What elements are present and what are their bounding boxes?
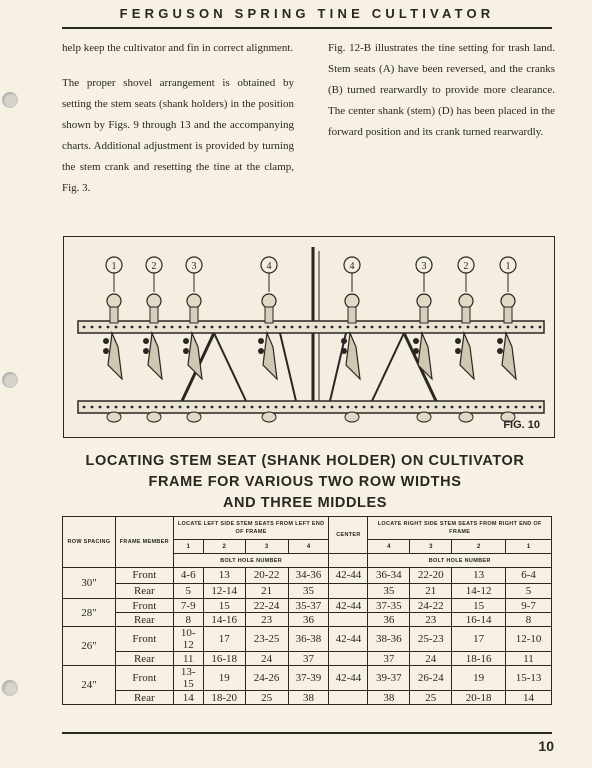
frame-bolt-hole [459, 326, 462, 329]
frame-bolt-hole [515, 326, 518, 329]
frame-bolt-hole [419, 406, 422, 409]
bolt-hole-cell: 42-44 [329, 568, 368, 584]
right-hole-col: 3 [410, 540, 452, 554]
page-header: FERGUSON SPRING TINE CULTIVATOR [119, 6, 495, 21]
frame-bolt-hole [203, 326, 206, 329]
frame-bolt-hole [195, 326, 198, 329]
bolt-hole-cell: 18-20 [203, 691, 245, 705]
frame-bolt-hole [243, 326, 246, 329]
frame-bolt-hole [131, 406, 134, 409]
table-title-line-1: LOCATING STEM SEAT (SHANK HOLDER) ON CULTIVATOR [85, 453, 525, 469]
left-hole-col: 4 [288, 540, 329, 554]
frame-bolt-hole [435, 406, 438, 409]
bolt-hole-cell [329, 613, 368, 627]
frame-bolt-hole [99, 406, 102, 409]
frame-bolt-hole [403, 406, 406, 409]
bolt-hole-cell: 25-23 [410, 627, 452, 652]
frame-bolt-hole [259, 326, 262, 329]
frame-member-cell: Front [115, 568, 173, 584]
bolt-hole-cell: 38-36 [368, 627, 410, 652]
table-title-line-2: FRAME FOR VARIOUS TWO ROW WIDTHS [148, 474, 462, 490]
bolt-hole-cell [329, 691, 368, 705]
frame-bolt-hole [179, 326, 182, 329]
frame-bolt-hole [363, 406, 366, 409]
frame-bolt-hole [251, 326, 254, 329]
table-row [63, 666, 552, 691]
frame-bolt-hole [331, 406, 334, 409]
callout-number: 2 [463, 261, 469, 272]
frame-bolt-hole [315, 326, 318, 329]
left-side-header: LOCATE LEFT SIDE STEM SEATS FROM LEFT END OF FRAME [173, 517, 329, 540]
frame-bolt-hole [435, 326, 438, 329]
frame-bolt-hole [147, 406, 150, 409]
bolt-hole-cell: 13 [452, 568, 506, 584]
frame-bolt-hole [403, 326, 406, 329]
bolt-hole-cell: 21 [410, 583, 452, 599]
frame-bolt-hole [491, 326, 494, 329]
frame-bolt-hole [379, 326, 382, 329]
frame-member-header: FRAME MEMBER [115, 517, 173, 568]
frame-bolt-hole [211, 326, 214, 329]
bolt-hole-cell: 16-14 [452, 613, 506, 627]
frame-bolt-hole [235, 406, 238, 409]
frame-bolt-hole [363, 326, 366, 329]
frame-bolt-hole [395, 326, 398, 329]
stem-assembly [183, 257, 202, 422]
bolt-hole-cell: 14 [506, 691, 552, 705]
frame-bolt-hole [331, 326, 334, 329]
frame-bolt-hole [107, 326, 110, 329]
binder-hole-middle [2, 372, 18, 388]
callout-number: 1 [111, 261, 117, 272]
frame-bolt-hole [139, 406, 142, 409]
bolt-hole-cell: 14-12 [452, 583, 506, 599]
table-row [63, 568, 552, 584]
bolt-hole-cell: 6-4 [506, 568, 552, 584]
bolt-hole-cell: 8 [173, 613, 203, 627]
frame-bolt-hole [411, 326, 414, 329]
frame-member-cell: Front [115, 627, 173, 652]
frame-bolt-hole [539, 326, 542, 329]
stem-assembly [143, 257, 162, 422]
stem-assembly [413, 257, 432, 422]
frame-bolt-hole [291, 326, 294, 329]
frame-bolt-hole [451, 406, 454, 409]
bolt-hole-cell: 5 [173, 583, 203, 599]
frame-bolt-hole [179, 406, 182, 409]
table-row [63, 652, 552, 666]
frame-bolt-hole [339, 326, 342, 329]
frame-member-cell: Front [115, 666, 173, 691]
callout-number: 1 [505, 261, 511, 272]
frame-bolt-hole [411, 406, 414, 409]
frame-bolt-hole [483, 406, 486, 409]
bolt-hole-cell: 38 [368, 691, 410, 705]
bolt-hole-cell: 36 [368, 613, 410, 627]
bolt-hole-cell: 26-24 [410, 666, 452, 691]
table-row [63, 583, 552, 599]
stem-assembly [497, 257, 516, 422]
frame-bolt-hole [155, 406, 158, 409]
frame-bolt-hole [387, 406, 390, 409]
frame-bolt-hole [299, 326, 302, 329]
frame-bolt-hole [267, 326, 270, 329]
frame-bolt-hole [395, 406, 398, 409]
stem-assembly [455, 257, 474, 422]
bolt-hole-cell: 10-12 [173, 627, 203, 652]
frame-bolt-hole [299, 406, 302, 409]
right-column [328, 38, 555, 157]
frame-bolt-hole [347, 406, 350, 409]
bolt-hole-cell: 19 [452, 666, 506, 691]
bolt-hole-cell: 5 [506, 583, 552, 599]
right-side-header: LOCATE RIGHT SIDE STEM SEATS FROM RIGHT END OF FRAME [368, 517, 552, 540]
frame-bolt-hole [251, 406, 254, 409]
stem-assembly [103, 257, 122, 422]
left-hole-col: 2 [203, 540, 245, 554]
frame-bolt-hole [227, 406, 230, 409]
bolt-hole-cell: 12-10 [506, 627, 552, 652]
callout-number: 4 [266, 261, 272, 272]
frame-bolt-hole [283, 406, 286, 409]
frame-bolt-hole [459, 406, 462, 409]
frame-bolt-hole [155, 326, 158, 329]
frame-bolt-hole [355, 406, 358, 409]
frame-bolt-hole [387, 326, 390, 329]
frame-bolt-hole [123, 326, 126, 329]
callout-number: 3 [191, 261, 197, 272]
frame-bolt-hole [275, 406, 278, 409]
frame-bolt-hole [291, 406, 294, 409]
bolt-hole-cell: 39-37 [368, 666, 410, 691]
bolt-hole-cell: 22-24 [245, 599, 288, 613]
frame-bolt-hole [355, 326, 358, 329]
frame-bolt-hole [427, 406, 430, 409]
row-spacing-cell: 28" [63, 599, 116, 627]
frame-bolt-hole [307, 406, 310, 409]
bolt-hole-cell [329, 583, 368, 599]
bolt-hole-cell: 37-39 [288, 666, 329, 691]
bolt-hole-cell: 35 [288, 583, 329, 599]
header-row-top [63, 517, 552, 540]
bolt-hole-cell: 24-22 [410, 599, 452, 613]
right-hole-col: 4 [368, 540, 410, 554]
frame-bolt-hole [523, 406, 526, 409]
frame-bolt-hole [243, 406, 246, 409]
bolt-hole-cell: 16-18 [203, 652, 245, 666]
center-header: CENTER [329, 517, 368, 554]
frame-bolt-hole [523, 326, 526, 329]
frame-bolt-hole [83, 326, 86, 329]
stem-seat-table [62, 516, 552, 705]
bolt-hole-cell: 15 [452, 599, 506, 613]
binder-hole-bottom [2, 680, 18, 696]
frame-bolt-hole [475, 326, 478, 329]
bolt-hole-cell: 17 [203, 627, 245, 652]
row-spacing-cell: 26" [63, 627, 116, 666]
frame-member-cell: Rear [115, 691, 173, 705]
frame-bolt-hole [515, 406, 518, 409]
bolt-hole-cell: 23 [245, 613, 288, 627]
frame-bolt-hole [451, 326, 454, 329]
bolt-hole-cell: 24-26 [245, 666, 288, 691]
frame-bolt-hole [163, 406, 166, 409]
frame-bolt-hole [139, 326, 142, 329]
bolt-hole-cell: 22-20 [410, 568, 452, 584]
bolt-hole-cell: 38 [288, 691, 329, 705]
callout-number: 2 [151, 261, 157, 272]
bolt-hole-cell: 13 [203, 568, 245, 584]
frame-bolt-hole [115, 326, 118, 329]
frame-bolt-hole [323, 406, 326, 409]
footer-rule [62, 732, 552, 734]
bolt-hole-cell: 23 [410, 613, 452, 627]
bolt-hole-cell: 42-44 [329, 599, 368, 613]
frame-bolt-hole [283, 326, 286, 329]
bolt-hole-cell: 34-36 [288, 568, 329, 584]
frame-bolt-hole [347, 326, 350, 329]
frame-bolt-hole [371, 326, 374, 329]
frame-bolt-hole [507, 406, 510, 409]
bolt-hole-cell: 12-14 [203, 583, 245, 599]
left-hole-col: 1 [173, 540, 203, 554]
bolt-hole-cell: 9-7 [506, 599, 552, 613]
table-title [40, 451, 570, 514]
frame-bolt-hole [91, 406, 94, 409]
callout-number: 3 [421, 261, 427, 272]
frame-bolt-hole [467, 406, 470, 409]
table-row [63, 691, 552, 705]
bolt-hole-cell: 8 [506, 613, 552, 627]
frame-bolt-hole [259, 406, 262, 409]
table-title-line-3: AND THREE MIDDLES [222, 495, 388, 511]
left-bolt-header: BOLT HOLE NUMBER [173, 554, 329, 568]
bolt-hole-cell: 19 [203, 666, 245, 691]
frame-bolt-hole [227, 326, 230, 329]
bolt-hole-cell: 37-35 [368, 599, 410, 613]
bolt-hole-cell: 18-16 [452, 652, 506, 666]
row-spacing-header: ROW SPACING [63, 517, 116, 568]
frame-bolt-hole [211, 406, 214, 409]
frame-bolt-hole [443, 406, 446, 409]
binder-hole-top [2, 92, 18, 108]
frame-bolt-hole [131, 326, 134, 329]
table-row [63, 627, 552, 652]
bolt-hole-cell: 35 [368, 583, 410, 599]
right-hole-col: 2 [452, 540, 506, 554]
cultivator-frame-figure [63, 236, 555, 438]
frame-drawing [64, 237, 554, 437]
frame-bolt-hole [315, 406, 318, 409]
frame-member-cell: Rear [115, 613, 173, 627]
bolt-hole-cell: 14-16 [203, 613, 245, 627]
bolt-hole-cell: 15-13 [506, 666, 552, 691]
bolt-hole-cell: 37 [288, 652, 329, 666]
frame-bolt-hole [483, 326, 486, 329]
frame-bolt-hole [123, 406, 126, 409]
paragraph: The proper shovel arrangement is obtained by setting the stem seats (shank holders) in the position shown by Figs. 9 through 13 and the accompanying charts. Additional adjustment is provided by turning the stem crank and resetting the tine at the clamp, Fig. 3. [62, 77, 294, 194]
frame-member-cell: Front [115, 599, 173, 613]
frame-bolt-hole [539, 406, 542, 409]
frame-bolt-hole [499, 326, 502, 329]
bolt-hole-cell: 20-18 [452, 691, 506, 705]
bolt-hole-cell: 4-6 [173, 568, 203, 584]
callout-number: 4 [349, 261, 355, 272]
bolt-hole-cell [329, 652, 368, 666]
bolt-hole-cell: 35-37 [288, 599, 329, 613]
bolt-hole-cell: 25 [245, 691, 288, 705]
frame-bolt-hole [507, 326, 510, 329]
bolt-hole-cell: 36-38 [288, 627, 329, 652]
row-spacing-cell: 30" [63, 568, 116, 599]
frame-bolt-hole [267, 406, 270, 409]
frame-bolt-hole [323, 326, 326, 329]
bolt-hole-cell: 11 [173, 652, 203, 666]
frame-bolt-hole [307, 326, 310, 329]
paragraph: Fig. 12-B illustrates the tine setting for trash land. Stem seats (A) have been reversed, and the cranks (B) turned rearwardly to provide more clearance. The center shank (stem) (D) has been placed in the forward position and its crank turned rearwardly. [328, 42, 555, 138]
frame-bolt-hole [339, 406, 342, 409]
bolt-hole-cell: 24 [410, 652, 452, 666]
bolt-hole-cell: 14 [173, 691, 203, 705]
row-spacing-cell: 24" [63, 666, 116, 705]
bolt-hole-cell: 24 [245, 652, 288, 666]
frame-bolt-hole [115, 406, 118, 409]
frame-bolt-hole [163, 326, 166, 329]
bolt-hole-cell: 11 [506, 652, 552, 666]
page-number: 10 [538, 738, 554, 754]
frame-bolt-hole [499, 406, 502, 409]
bolt-hole-cell: 21 [245, 583, 288, 599]
bolt-hole-cell: 13-15 [173, 666, 203, 691]
frame-bolt-hole [187, 406, 190, 409]
bolt-hole-cell: 25 [410, 691, 452, 705]
table-row [63, 599, 552, 613]
table-row [63, 613, 552, 627]
paragraph: help keep the cultivator and fin in correct alignment. [62, 42, 294, 54]
frame-member-cell: Rear [115, 652, 173, 666]
stem-assembly [341, 257, 360, 422]
stem-assembly [258, 257, 277, 422]
frame-bolt-hole [419, 326, 422, 329]
header-rule [62, 27, 552, 29]
frame-bolt-hole [467, 326, 470, 329]
bolt-hole-cell: 17 [452, 627, 506, 652]
frame-bolt-hole [219, 406, 222, 409]
frame-bolt-hole [235, 326, 238, 329]
bolt-hole-cell: 15 [203, 599, 245, 613]
frame-bolt-hole [195, 406, 198, 409]
bolt-hole-cell: 37 [368, 652, 410, 666]
bolt-hole-cell: 42-44 [329, 627, 368, 652]
frame-bolt-hole [371, 406, 374, 409]
frame-bolt-hole [171, 406, 174, 409]
frame-member-cell: Rear [115, 583, 173, 599]
center-blank [329, 554, 368, 568]
bolt-hole-cell: 23-25 [245, 627, 288, 652]
left-column [62, 38, 294, 213]
frame-bolt-hole [107, 406, 110, 409]
frame-bolt-hole [491, 406, 494, 409]
frame-bolt-hole [83, 406, 86, 409]
frame-bolt-hole [203, 406, 206, 409]
frame-bolt-hole [99, 326, 102, 329]
frame-bolt-hole [147, 326, 150, 329]
frame-bolt-hole [379, 406, 382, 409]
figure-label: FIG. 10 [503, 419, 540, 431]
left-hole-col: 3 [245, 540, 288, 554]
bolt-hole-cell: 7-9 [173, 599, 203, 613]
bolt-hole-cell: 36-34 [368, 568, 410, 584]
frame-bolt-hole [275, 326, 278, 329]
right-hole-col: 1 [506, 540, 552, 554]
frame-bolt-hole [171, 326, 174, 329]
bolt-hole-cell: 42-44 [329, 666, 368, 691]
right-bolt-header: BOLT HOLE NUMBER [368, 554, 552, 568]
frame-bolt-hole [443, 326, 446, 329]
frame-bolt-hole [531, 326, 534, 329]
frame-bolt-hole [219, 326, 222, 329]
frame-bolt-hole [187, 326, 190, 329]
frame-bolt-hole [475, 406, 478, 409]
frame-bolt-hole [427, 326, 430, 329]
bolt-hole-cell: 20-22 [245, 568, 288, 584]
bolt-hole-cell: 36 [288, 613, 329, 627]
frame-bolt-hole [531, 406, 534, 409]
frame-bolt-hole [91, 326, 94, 329]
